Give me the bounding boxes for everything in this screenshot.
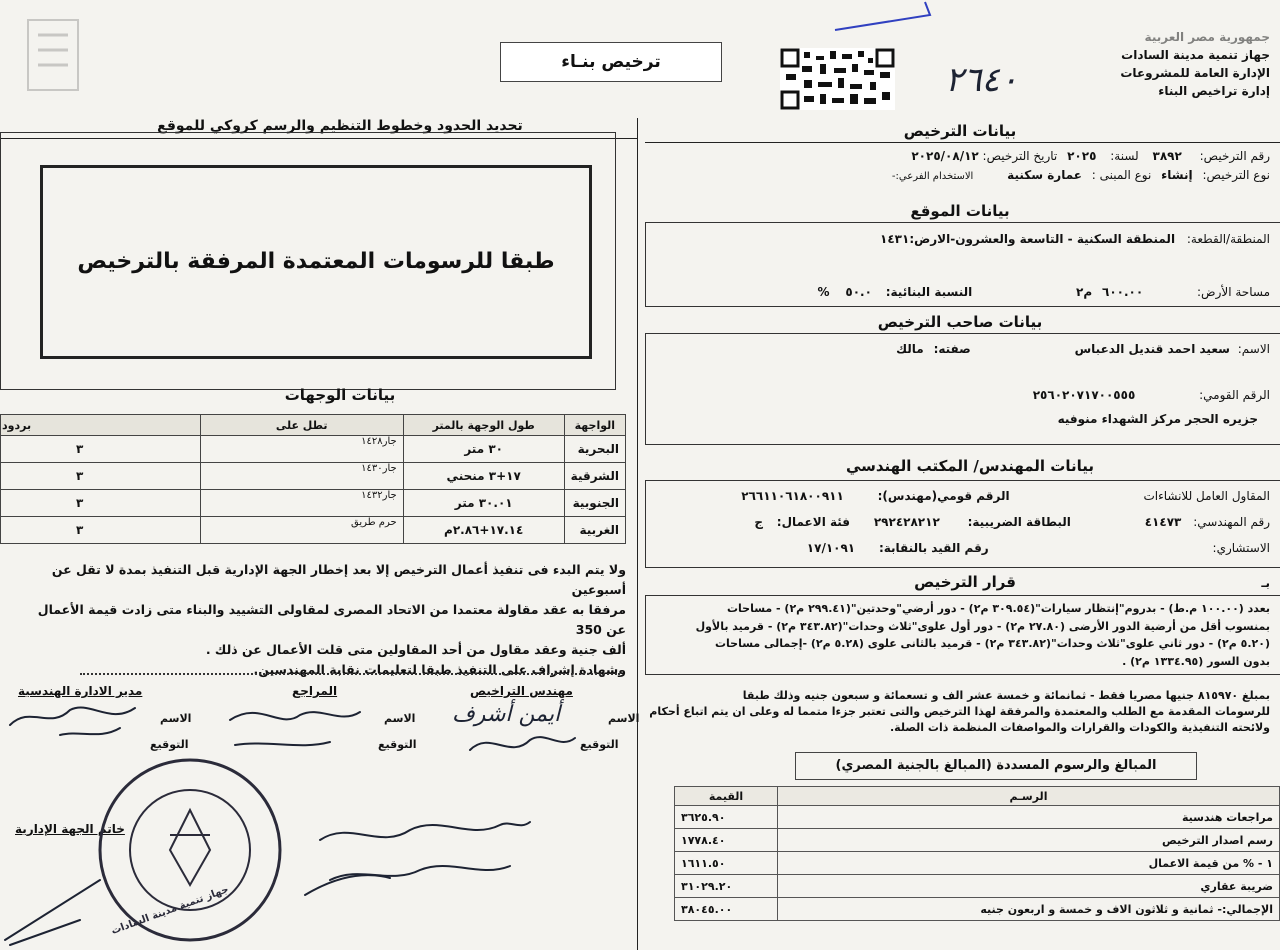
facade-setback: ٣	[1, 490, 201, 517]
license-type-label: نوع الترخيص:	[1202, 168, 1270, 182]
land-area-unit: م٢	[1076, 285, 1093, 299]
facade-length: ٣٠.٠١ متر	[403, 490, 564, 517]
owner-name-label: الاسم:	[1237, 342, 1270, 356]
building-type-value: عمارة سكنية	[1007, 168, 1082, 182]
page-title: ترخيص بنـاء	[561, 52, 661, 72]
facade-row	[1, 517, 626, 544]
license-number-label: رقم الترخيص:	[1199, 149, 1270, 163]
note-line: مرفقا به عقد مقاولة معتمدا من الاتحاد المصرى لمقاولى التشييد والبناء متى زادت قيمة الأعمال عن 350	[37, 602, 626, 637]
ratio-value: ٥٠.٠	[845, 285, 872, 299]
reg-label: رقم القيد بالنقابة:	[878, 541, 989, 555]
facade-setback: ٣	[1, 436, 201, 463]
facades-col-setback: بردود	[1, 415, 201, 436]
fee-value: ٣٦٢٥.٩٠	[675, 806, 778, 829]
license-number-row	[911, 149, 1270, 163]
fees-section-title: المبالغ والرسوم المسددة (المبالغ بالجنية المصري)	[835, 758, 1157, 773]
sketch-inner-box	[40, 165, 592, 359]
owner-address-value: جزيره الحجر مركز الشهداء منوفيه	[1057, 412, 1258, 426]
license-year-label: لسنة:	[1110, 149, 1139, 163]
fees-col-fee: الرسـم	[778, 787, 1280, 806]
fees-row	[675, 829, 1280, 852]
facade-overlooks: حرم طريق	[200, 517, 403, 544]
facade-length: ٣٠ متر	[403, 436, 564, 463]
owner-capacity-label: صفته:	[933, 342, 971, 356]
facade-setback: ٣	[1, 517, 201, 544]
fee-label: رسم اصدار الترخيص	[778, 829, 1280, 852]
works-class-value: ج	[754, 515, 763, 529]
ratio-unit: %	[817, 285, 830, 299]
license-type-value: إنشاء	[1161, 168, 1193, 182]
eagle-emblem-icon	[170, 810, 210, 885]
owner-name-value: سعيد احمد قنديل الدعباس	[1074, 342, 1230, 356]
site-area-row	[880, 232, 1270, 246]
decision-para-line: بمبلغ ٨١٥٩٧٠ جنيها مصريا فقط - ثمانمائة و خمسة عشر الف و تسعمائة و سبعون جنيه وذلك طبقا	[742, 689, 1270, 702]
sketch-text: طبقا للرسومات المعتمدة المرفقة بالترخيص	[77, 249, 555, 274]
handwritten-approval	[300, 800, 540, 900]
authority-line: جهاز تنمية مدينة السادات	[1121, 48, 1270, 62]
sub-use-label: الاستخدام الفرعي:-	[891, 171, 974, 182]
fee-total-value: ٣٨٠٤٥.٠٠	[675, 898, 778, 921]
authority-line: إدارة تراخيص البناء	[1158, 84, 1270, 98]
license-year-value: ٢٠٢٥	[1067, 149, 1097, 163]
land-area-value: ٦٠٠.٠٠	[1102, 285, 1144, 299]
engineer-name-handwritten: أيمن أشرف	[452, 702, 561, 727]
reviewer-name-label: الاسم	[384, 712, 416, 725]
decision-paragraph	[642, 688, 1270, 736]
engineer-syndicate-row	[754, 515, 1270, 529]
facades-col-length: طول الوجهة بالمتر	[403, 415, 564, 436]
engineer-company-label: المقاول العامل للانشاءات	[1143, 489, 1270, 503]
decision-line: بعدد (١٠٠.٠٠ م.ط) - بدروم"إنتظار سيارات"(٣٠٩.٥٤ م٢) - دور أرضي"وحدتين"(٢٩٩.٤١ م٢) - مساحات	[726, 602, 1270, 615]
license-section-title: بيانات الترخيص	[903, 122, 1017, 140]
decision-para-line: ولائحته التنفيذية والكودات والقرارات والمواصفات المنظمة ذات الصلة.	[889, 721, 1270, 734]
ratio-label: النسبة البنائية:	[885, 285, 973, 299]
owner-address-row	[1058, 412, 1258, 426]
note-line: ولا يتم البدء فى تنفيذ أعمال الترخيص إلا بعد إخطار الجهة الإدارية قبل التنفيذ بمدة لا تقل عن أسبوعين	[51, 562, 626, 597]
dotted-divider	[80, 673, 620, 675]
official-stamp	[95, 755, 285, 945]
facade-length: ١٧.١٤+٢.٨٦م	[403, 517, 564, 544]
fee-label: ١ - % من قيمة الاعمال	[778, 852, 1280, 875]
authority-line: جمهورية مصر العربية	[1144, 30, 1270, 44]
facades-header-row	[1, 415, 626, 436]
divider	[645, 142, 1280, 143]
decision-line: بدون السور (١٣٣٤.٩٥ م٢) .	[1122, 654, 1270, 668]
facade-length: ١٧+٣ منحني	[403, 463, 564, 490]
handwritten-number: ٢٦٤٠	[945, 60, 1019, 100]
fee-value: ٣١٠٢٩.٢٠	[675, 875, 778, 898]
facade-overlooks: جار١٤٣٠	[200, 463, 403, 490]
decision-line: بمنسوب أقل من أرضية الدور الأرضى (٢٧.٨٠ م٢) - دور أول علوى"ثلاث وحدات"(٣٤٣.٨٢ م٢) - قرميد بالأول	[695, 619, 1270, 633]
decision-line: (٥.٢٠ م٢) - دور ثاني علوى"ثلاث وحدات"(٣٤٣.٨٢ م٢) - قرميد بالثانى علوى (٥.٢٨ م٢) -إجمالى مساحات	[714, 637, 1270, 650]
fees-row	[675, 852, 1280, 875]
owner-id-value: ٢٥٦٠٢٠٧١٧٠٠٥٥٥	[1032, 388, 1136, 402]
tax-card-value: ٢٩٢٤٢٨٢١٢	[873, 515, 940, 529]
facade-side: البحرية	[564, 436, 625, 463]
facades-section-title: بيانات الوجهات	[284, 386, 396, 404]
authority-header	[1070, 28, 1270, 100]
facades-table	[0, 414, 626, 544]
decision-section-title: قرار الترخيص	[914, 573, 1016, 591]
qr-code-icon	[780, 48, 895, 110]
decision-text	[642, 600, 1270, 670]
facade-side: الجنوبية	[564, 490, 625, 517]
site-size-row	[818, 285, 1270, 299]
facades-col-side: الواجهة	[564, 415, 625, 436]
facade-setback: ٣	[1, 463, 201, 490]
consultant-label: الاستشاري:	[1212, 541, 1270, 555]
building-type-label: نوع المبنى :	[1091, 168, 1152, 182]
license-type-row	[892, 168, 1270, 182]
site-area-value: المنطقة السكنية - التاسعة والعشرون-الارض:١٤٣١	[880, 232, 1176, 246]
site-section-title: بيانات الموقع	[910, 202, 1010, 220]
facade-overlooks: جار١٤٣٢	[200, 490, 403, 517]
decision-prefix: بـ	[1261, 576, 1270, 590]
engineer-id-label: الرقم قومي(مهندس):	[877, 489, 1010, 503]
tax-card-label: البطاقة الضريبية:	[967, 515, 1071, 529]
reviewer-signature-label: التوقيع	[378, 738, 417, 751]
engineer-signature-label: التوقيع	[580, 738, 619, 751]
note-line: ألف جنية وعقد مقاول من أحد المقاولين متى قلت الأعمال عن ذلك .	[205, 642, 626, 657]
notes-block	[16, 560, 626, 680]
engineer-syndicate-label: رقم المهندسي:	[1193, 515, 1270, 529]
owner-capacity-value: مالك	[896, 342, 924, 356]
facade-row	[1, 436, 626, 463]
fees-row	[675, 806, 1280, 829]
owner-name-row	[896, 342, 1270, 356]
facade-overlooks: جار١٤٢٨	[200, 436, 403, 463]
column-divider	[637, 118, 638, 950]
sketch-section-title: تحديد الحدود وخطوط التنظيم والرسم كروكي للموقع	[157, 118, 523, 134]
engineer-consultant-row	[807, 541, 1270, 555]
title-box	[500, 42, 722, 82]
fee-value: ١٦١١.٥٠	[675, 852, 778, 875]
decision-para-line: للرسومات المقدمة مع الطلب والمعتمدة والمرفقة لهذا الترخيص والتى تعتبر جزءا متمما له وعلى ان يتم اتباع أحكام	[649, 705, 1270, 718]
works-class-label: فئة الاعمال:	[776, 515, 851, 529]
reg-value: ١٧/١٠٩١	[806, 541, 856, 555]
owner-id-label: الرقم القومي:	[1199, 388, 1270, 402]
fees-total-row	[675, 898, 1280, 921]
engineer-syndicate-value: ٤١٤٧٣	[1144, 515, 1182, 529]
engineer-company-row	[741, 489, 1270, 503]
engineer-sign-title: مهندس التراخيص	[470, 684, 573, 698]
stamp-label: خاتم الجهة الإدارية	[15, 822, 125, 836]
license-date-value: ٢٠٢٥/٠٨/١٢	[911, 149, 979, 163]
site-area-label: المنطقة/القطعة:	[1186, 232, 1270, 246]
facade-row	[1, 490, 626, 517]
fees-row	[675, 875, 1280, 898]
fees-col-value: القيمة	[675, 787, 778, 806]
engineer-name-label: الاسم	[608, 712, 640, 725]
fees-title-box	[795, 752, 1197, 780]
fees-table	[674, 786, 1280, 921]
blue-pen-mark	[830, 0, 940, 40]
land-area-label: مساحة الأرض:	[1197, 285, 1270, 299]
owner-section-title: بيانات صاحب الترخيص	[877, 313, 1043, 331]
fee-label: مراجعات هندسية	[778, 806, 1280, 829]
facade-side: الغربية	[564, 517, 625, 544]
facades-col-overlooks: تطل على	[200, 415, 403, 436]
note-line: وشهادة إشراف على التنفيذ طبقا لتعليمات نقابة المهندسين.	[253, 662, 626, 677]
manager-name-label: الاسم	[160, 712, 192, 725]
license-number-value: ٣٨٩٢	[1152, 149, 1182, 163]
fee-total-label: الإجمالي:- ثمانية و ثلاثون الاف و خمسة و اربعون جنيه	[778, 898, 1280, 921]
reviewer-sign-title: المراجع	[292, 684, 338, 698]
city-emblem-icon	[8, 10, 103, 100]
engineer-id-value: ٢٦٦١١٠٦١٨٠٠٩١١	[741, 489, 844, 503]
top-left-logo	[8, 10, 103, 100]
manager-sign-title: مدير الادارة الهندسية	[18, 684, 143, 698]
engineer-section-title: بيانات المهندس/ المكتب الهندسي	[845, 457, 1095, 475]
pen-scribble	[0, 860, 120, 950]
facade-side: الشرقية	[564, 463, 625, 490]
stamp-text: جهاز تنمية مدينة السادات	[109, 884, 231, 937]
fees-header-row	[675, 787, 1280, 806]
facade-row	[1, 463, 626, 490]
owner-id-row	[1033, 388, 1270, 402]
manager-signature-label: التوقيع	[150, 738, 189, 751]
qr-code	[780, 48, 895, 110]
license-date-label: تاريخ الترخيص:	[982, 149, 1058, 163]
authority-line: الإدارة العامة للمشروعات	[1120, 66, 1270, 80]
fee-value: ١٧٧٨.٤٠	[675, 829, 778, 852]
fee-label: ضريبة عقاري	[778, 875, 1280, 898]
